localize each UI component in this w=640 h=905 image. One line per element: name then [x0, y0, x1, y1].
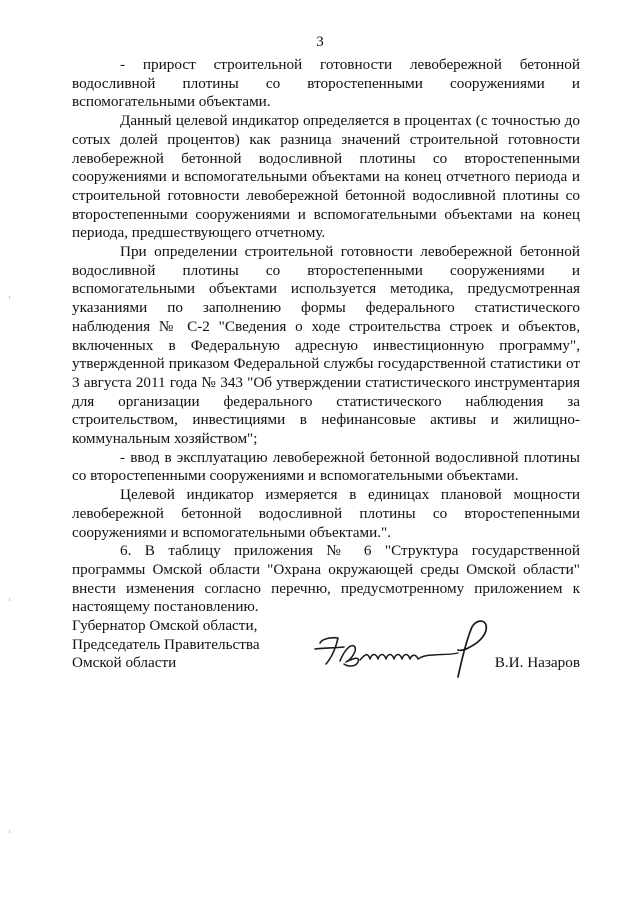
- signature-stroke: [458, 621, 486, 677]
- signature-stroke: [340, 646, 358, 666]
- signer-title: [72, 617, 260, 673]
- handwritten-signature: [310, 617, 500, 679]
- signature-stroke: [434, 653, 458, 655]
- signer-title-line: Губернатор Омской области,: [72, 617, 258, 634]
- paragraph-commissioning: - ввод в эксплуатацию левобережной бетонной водосливной плотины со второстепенными сооружениями и вспомогательными объектами.: [72, 448, 580, 485]
- margin-speck: [9, 598, 10, 601]
- signature-stroke: [360, 655, 434, 661]
- signer-name: В.И. Назаров: [494, 654, 580, 671]
- margin-speck: [9, 830, 10, 833]
- paragraph-table-amendment: 6. В таблицу приложения № 6 "Структура государственной программы Омской области "Охрана окружающей среды Омской области" внести изменения согласно перечню, предусмотренному приложением к настоящему постановлению.: [72, 542, 580, 616]
- margin-speck: [9, 296, 10, 299]
- paragraph-methodology: При определении строительной готовности левобережной бетонной водосливной плотины со второстепенными сооружениями и вспомогательными объектами используется методика, предусмотренная указаниями по заполнению формы федерального статистического наблюдения № С-2 "Сведения о ходе строительства строек и объектов, включенных в Федеральную адресную инвестиционную программу", утвержденной приказом Федеральной службы государственной статистики от 3 августа 2011 года № 343 "Об утверждении статистического инструментария для организации федерального статистического наблюдения за строительством, инвестициями в нефинансовые активы и жилищно-коммунальным хозяйством";: [72, 243, 580, 448]
- signer-title-line: Председатель Правительства: [72, 635, 260, 653]
- document-body: [72, 56, 580, 617]
- paragraph-indicator-definition: Данный целевой индикатор определяется в процентах (с точностью до сотых долей процентов) как разница значений строительной готовности левобережной бетонной водосливной плотины со второстепенными сооружениями и вспомогательными объектами на конец отчетного периода и строительной готовности левобережной бетонной водосливной плотины со второстепенными сооружениями и вспомогательными объектами на конец периода, предшествующего отчетному.: [72, 112, 580, 242]
- signature-block: [72, 617, 580, 697]
- signer-title-line: Омской области: [72, 654, 177, 672]
- page-number: 3: [316, 34, 324, 50]
- paragraph-construction-readiness-growth: - прирост строительной готовности левобережной бетонной водосливной плотины со второстепенными сооружениями и вспомогательными объектами.: [72, 56, 580, 111]
- paragraph-indicator-units: Целевой индикатор измеряется в единицах плановой мощности левобережной бетонной водосливной плотины со второстепенными сооружениями и вспомогательными объектами.".: [72, 486, 580, 541]
